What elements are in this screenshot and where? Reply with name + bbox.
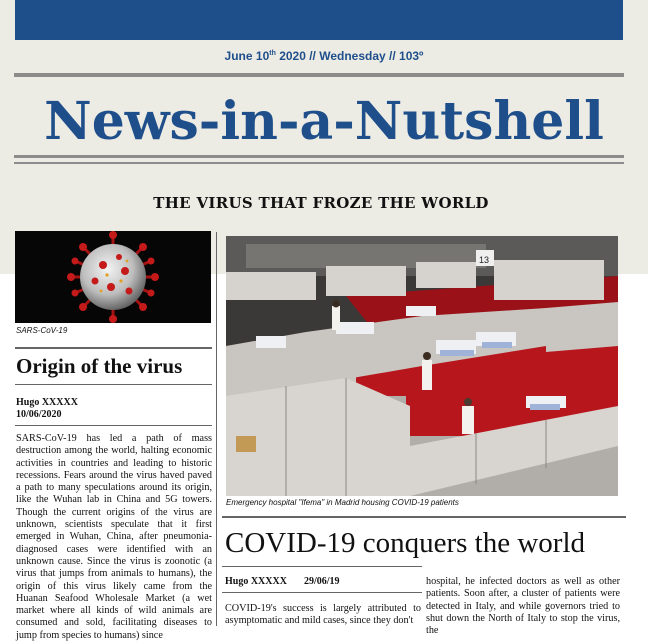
virus-image-caption: SARS-CoV-19	[16, 326, 68, 335]
covid-date: 29/06/19	[304, 576, 340, 587]
date-main: June 10	[224, 49, 270, 63]
origin-meta-rule	[15, 425, 212, 426]
column-divider	[216, 232, 217, 626]
covid-body-col1: COVID-19's success is largely attributed to asymptomatic and mild cases, since they don't	[225, 603, 421, 627]
masthead-bottom-rule	[14, 155, 624, 158]
bed-sign-number: 13	[479, 255, 490, 265]
field-hospital-illustration	[226, 236, 618, 496]
masthead-top-rule	[14, 73, 624, 77]
covid-article-title: COVID-19 conquers the world	[225, 527, 586, 559]
coronavirus-illustration	[15, 231, 211, 323]
masthead-title: News-in-a-Nutshell	[44, 91, 604, 152]
covid-top-rule	[222, 516, 626, 518]
covid-body-col2: hospital, he infected doctors as well as other patients. Soon after, a cluster of patients were detected in Italy, and while governors tried to shut down the North of Italy to stop the virus, the	[426, 576, 620, 637]
virus-image	[15, 231, 211, 323]
hospital-photo-caption: Emergency hospital "Ifema" in Madrid housing COVID-19 patients	[226, 498, 459, 507]
date-rest: 2020 // Wednesday // 103º	[275, 49, 424, 63]
top-blue-bar	[15, 0, 623, 40]
dateline	[0, 49, 648, 63]
masthead-bottom-rule-2	[14, 162, 624, 164]
origin-article-body: SARS-CoV-19 has led a path of mass destruction among the world, halting economic activities in countries and leading to historic recessions. Fears around the virus haved paved a path to many speculations around its origin, like the Wuhan lab in China and 5G towers. Though the current origins of the virus are unknown, scientists speculate that it first emerged in Wuhan, China, after pneumonia-diagnosed cases were identified with an unknown cause. Since the virus is zoonotic (a virus that jumps from animals to humans), the origin of this virus likely came from the Huanan Seafood Wholesale Market (a wet market where all kinds of wild animals are consumed and sold, facilitating diseases to jump from species to humans) since	[16, 433, 212, 641]
origin-top-rule	[15, 347, 212, 349]
front-page-headline: THE VIRUS THAT FROZE THE WORLD	[153, 194, 489, 212]
origin-article-title: Origin of the virus	[16, 354, 183, 378]
origin-date: 10/06/2020	[16, 409, 62, 420]
hospital-photo	[226, 236, 618, 496]
date-suffix: th	[269, 50, 276, 57]
covid-author: Hugo XXXXX	[225, 576, 287, 587]
origin-author: Hugo XXXXX	[16, 397, 78, 408]
covid-title-rule	[222, 566, 422, 567]
origin-title-rule	[15, 384, 212, 385]
covid-meta-rule	[222, 592, 422, 593]
